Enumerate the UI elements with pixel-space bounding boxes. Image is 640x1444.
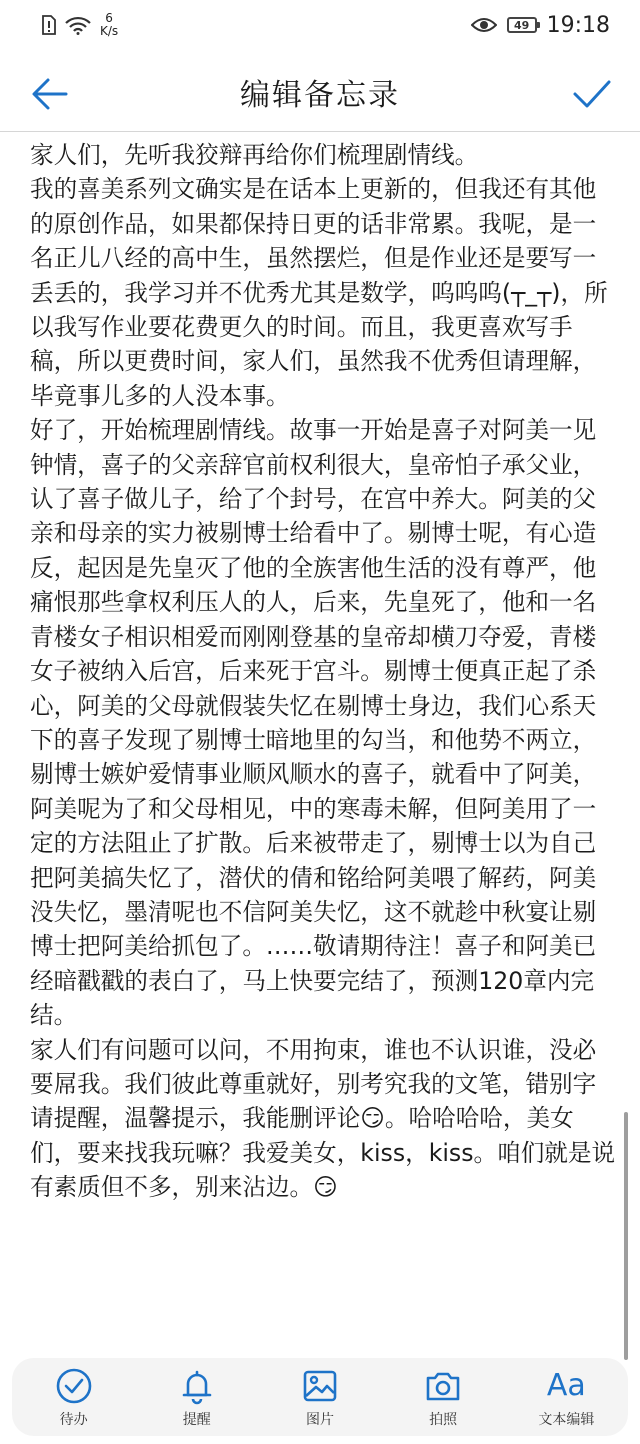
image-label: 图片 [305, 1411, 334, 1428]
reminder-button[interactable] [147, 1366, 247, 1429]
eye-comfort-icon [471, 16, 497, 34]
app-bar [0, 52, 640, 132]
page-title: 编辑备忘录 [240, 78, 400, 113]
checkmark-circle-icon [54, 1366, 94, 1406]
clock: 19:18 [546, 12, 610, 38]
network-speed-value: 6 [105, 11, 113, 25]
bell-icon [177, 1366, 217, 1406]
save-button[interactable] [570, 72, 614, 116]
battery-level: 49 [513, 18, 530, 32]
camera-button[interactable] [393, 1366, 493, 1429]
note-paragraph[interactable]: 家人们有问题可以问，不用拘束，谁也不认识谁，没必要屌我。我们彼此尊重就好，别考究我的文笔，错别字请提醒，温馨提示，我能删评论😏。哈哈哈哈，美女们，要来找我玩嘛？我爱美女，kiss，kiss。咱们就是说有素质但不多，别来沾边。😏 [30, 1035, 616, 1202]
network-speed-unit: K/s [100, 24, 119, 38]
image-button[interactable] [270, 1366, 370, 1429]
status-bar [0, 0, 640, 50]
text-format-icon: Aa [546, 1367, 586, 1403]
arrow-left-icon [28, 72, 72, 116]
note-paragraph[interactable]: 好了，开始梳理剧情线。故事一开始是喜子对阿美一见钟情，喜子的父亲辞官前权利很大，皇帝怕子承父业，认了喜子做儿子，给了个封号，在宫中养大。阿美的父亲和母亲的实力被剔博士给看中了。剔博士呢，有心造反，起因是先皇灭了他的全族害他生活的没有尊严，他痛恨那些拿权利压人的人，后来，先皇死了，他和一名青楼女子相识相爱而刚刚登基的皇帝却横刀夺爱，青楼女子被纳入后宫，后来死于宫斗。剔博士便真正起了杀心，阿美的父母就假装失忆在剔博士身边，我们心系天下的喜子发现了剔博士暗地里的勾当，和他势不两立，剔博士嫉妒爱情事业顺风顺水的喜子，就看中了阿美，阿美呢为了和父母相见，中的寒毒未解，但阿美用了一定的方法阻止了扩散。后来被带走了，剔博士以为自己把阿美搞失忆了，潜伏的倩和铭给阿美喂了解药，阿美没失忆，墨清呢也不信阿美失忆，这不就趁中秋宴让剔博士把阿美给抓包了。……敬请期待注！喜子和阿美已经暗戳戳的表白了，马上快要完结了，预测120章内完结。 [30, 416, 597, 1030]
back-button[interactable] [28, 72, 72, 116]
camera-icon [423, 1366, 463, 1406]
app-bar-divider [0, 131, 640, 132]
note-editor[interactable] [30, 138, 618, 1358]
check-icon [570, 72, 614, 116]
note-paragraph[interactable]: 我的喜美系列文确实是在话本上更新的，但我还有其他的原创作品，如果都保持日更的话非常累。我呢，是一名正儿八经的高中生，虽然摆烂，但是作业还是要写一丢丢的，我学习并不优秀尤其是数学，呜呜呜(┬_┬)，所以我写作业要花费更久的时间。而且，我更喜欢写手稿，所以更费时间，家人们，虽然我不优秀但请理解，毕竟事儿多的人没本事。 [30, 175, 608, 410]
todo-label: 待办 [59, 1411, 88, 1428]
text-format-button[interactable] [516, 1366, 616, 1429]
network-speed [100, 12, 118, 38]
scrollbar[interactable] [624, 1112, 628, 1360]
bottom-toolbar [12, 1358, 628, 1436]
wifi-icon [64, 15, 92, 35]
status-bar-right [471, 13, 610, 38]
reminder-label: 提醒 [182, 1411, 211, 1428]
todo-button[interactable] [24, 1366, 124, 1429]
image-icon [300, 1366, 340, 1406]
battery-icon [507, 17, 537, 33]
text-format-label: 文本编辑 [538, 1411, 595, 1428]
camera-label: 拍照 [429, 1411, 458, 1428]
sim-alert-icon [40, 15, 56, 35]
status-bar-left [40, 12, 118, 38]
note-paragraph[interactable]: 家人们，先听我狡辩再给你们梳理剧情线。 [30, 141, 479, 169]
